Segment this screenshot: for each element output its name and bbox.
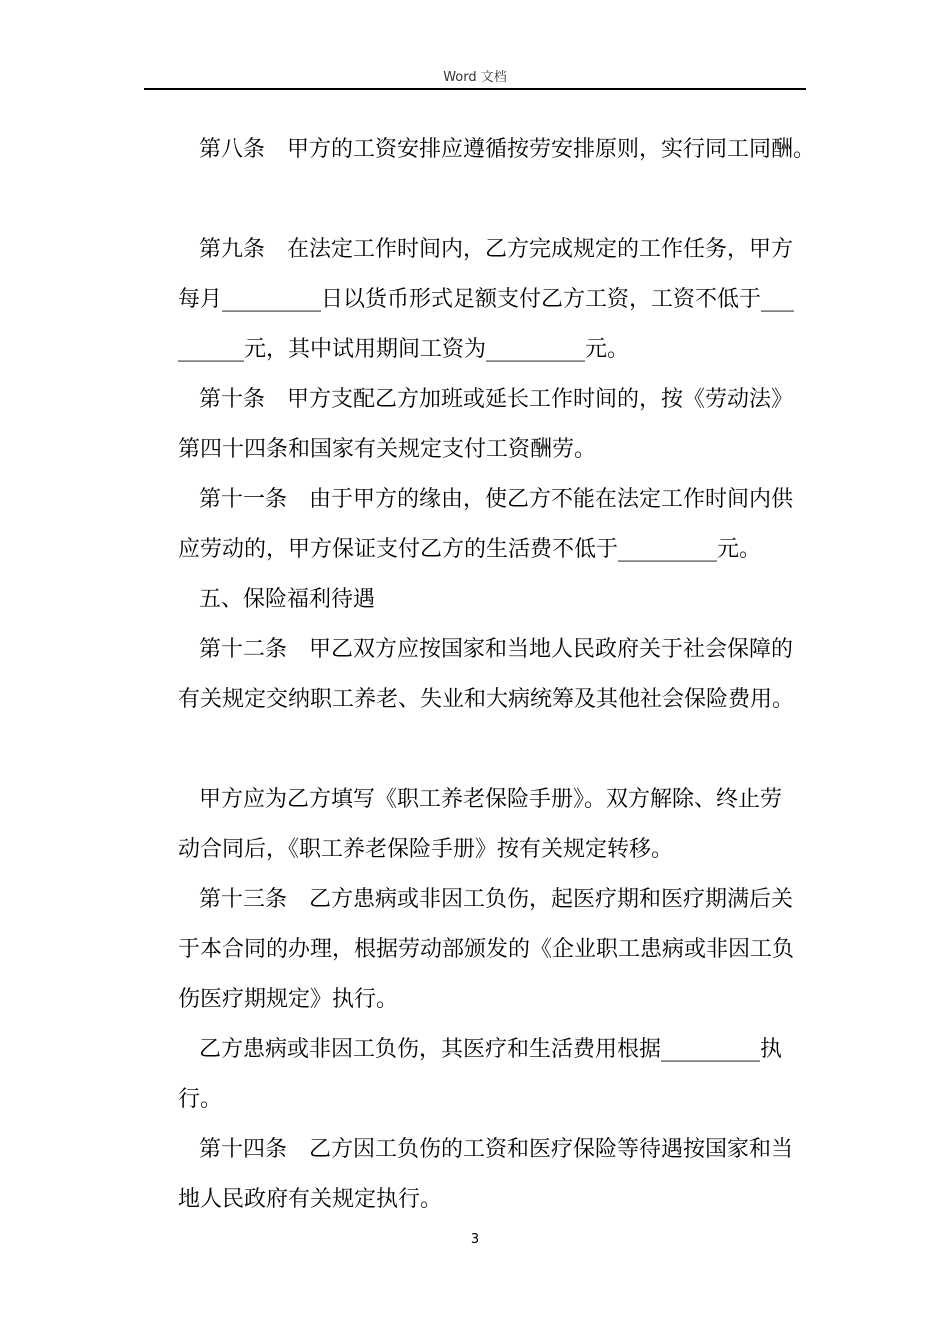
medical-expense-line-2: 行。	[178, 1087, 223, 1112]
header-divider	[144, 88, 806, 90]
article-11-line-2: 应劳动的，甲方保证支付乙方的生活费不低于_________元。	[178, 537, 762, 562]
section-5-heading: 五、保险福利待遇	[199, 587, 376, 612]
article-9-line-3: ______元，其中试用期间工资为_________元。	[178, 337, 630, 362]
article-14-line-1: 第十四条 乙方因工负伤的工资和医疗保险等待遇按国家和当	[199, 1137, 794, 1162]
article-11-line-1: 第十一条 由于甲方的缘由，使乙方不能在法定工作时间内供	[199, 487, 794, 512]
header-title: Word 文档	[443, 70, 507, 85]
article-10-line-1: 第十条 甲方支配乙方加班或延长工作时间的，按《劳动法》	[199, 387, 794, 412]
page-number: 3	[470, 1232, 480, 1247]
medical-expense-line-1: 乙方患病或非因工负伤，其医疗和生活费用根据_________执	[199, 1037, 783, 1062]
article-9-line-1: 第九条 在法定工作时间内，乙方完成规定的工作任务，甲方	[199, 237, 794, 262]
article-12-line-1: 第十二条 甲乙双方应按国家和当地人民政府关于社会保障的	[199, 637, 794, 662]
article-12-line-2: 有关规定交纳职工养老、失业和大病统筹及其他社会保险费用。	[178, 687, 795, 712]
article-13-line-1: 第十三条 乙方患病或非因工负伤，起医疗期和医疗期满后关	[199, 887, 794, 912]
pension-handbook-line-2: 动合同后，《职工养老保险手册》按有关规定转移。	[178, 837, 674, 862]
article-8-line-1: 第八条 甲方的工资安排应遵循按劳安排原则，实行同工同酬。	[199, 137, 816, 162]
article-14-line-2: 地人民政府有关规定执行。	[178, 1187, 443, 1212]
article-13-line-3: 伤医疗期规定》执行。	[178, 987, 399, 1012]
pension-handbook-line-1: 甲方应为乙方填写《职工养老保险手册》。双方解除、终止劳	[199, 787, 783, 812]
article-13-line-2: 于本合同的办理，根据劳动部颁发的《企业职工患病或非因工负	[178, 937, 795, 962]
article-10-line-2: 第四十四条和国家有关规定支付工资酬劳。	[178, 437, 597, 462]
article-9-line-2: 每月_________日以货币形式足额支付乙方工资，工资不低于___	[178, 287, 795, 312]
